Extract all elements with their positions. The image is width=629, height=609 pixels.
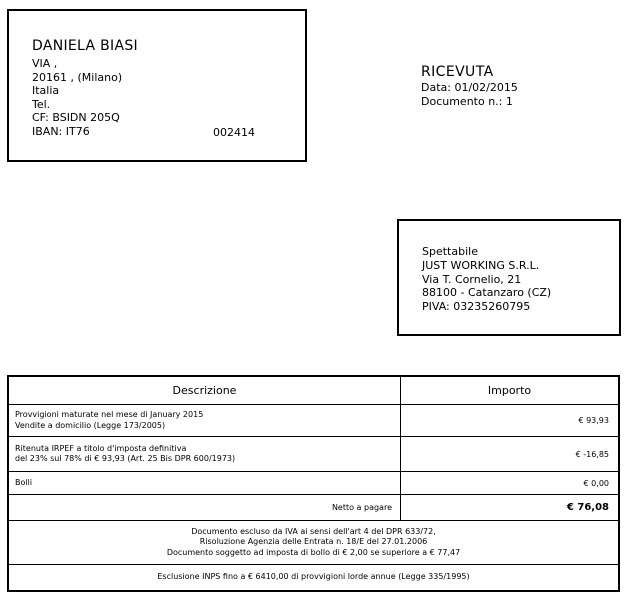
tax-note: Documento escluso da IVA ai sensi dell'art 4 del DPR 633/72, — [191, 527, 436, 537]
row-amount: € -16,85 — [575, 449, 609, 459]
recipient-company: JUST WORKING S.R.L. — [422, 258, 540, 272]
column-header-description: Descrizione — [9, 377, 401, 404]
net-total-row — [9, 495, 618, 521]
row-description-line2: del 23% sul 78% di € 93,93 (Art. 25 Bis DPR 600/1973) — [15, 454, 236, 463]
net-total-label: Netto a pagare — [9, 495, 401, 520]
inps-note: Esclusione INPS fino a € 6410,00 di provvigioni lorde annue (Legge 335/1995) — [157, 572, 470, 582]
sender-city: 20161 , (Milano) — [32, 70, 123, 84]
receipt-number: Documento n.: 1 — [421, 94, 513, 108]
sender-phone: Tel. — [32, 97, 51, 111]
net-total-amount: € 76,08 — [566, 502, 609, 513]
table-row — [9, 437, 618, 472]
sender-box — [7, 9, 307, 162]
row-description-line1: Bolli — [15, 477, 33, 487]
recipient-box — [397, 219, 621, 336]
tax-note: Risoluzione Agenzia delle Entrata n. 18/E del 27.01.2006 — [199, 537, 428, 547]
tax-notes — [9, 521, 618, 565]
inps-note-row — [9, 565, 618, 590]
row-description-line2: Vendite a domicilio (Legge 173/2005) — [15, 420, 166, 430]
receipt-header — [421, 64, 518, 108]
table-row — [9, 472, 618, 495]
column-header-amount: Importo — [487, 384, 532, 397]
row-amount: € 0,00 — [583, 478, 609, 488]
sender-cf: CF: BSIDN 205Q — [32, 111, 120, 125]
sender-country: Italia — [32, 84, 60, 98]
recipient-vat: PIVA: 03235260795 — [422, 300, 531, 314]
table-header-row — [9, 377, 618, 405]
receipt-title: RICEVUTA — [421, 64, 494, 80]
sender-address: VIA , — [32, 57, 58, 70]
sender-iban-tail: 002414 — [213, 126, 255, 139]
table-row — [9, 405, 618, 437]
recipient-street: Via T. Cornelio, 21 — [422, 272, 522, 286]
row-description-line1: Provvigioni maturate nel mese di January 2015 — [15, 410, 204, 419]
row-description-line1: Ritenuta IRPEF a titolo d'imposta definitiva — [15, 443, 187, 453]
receipt-date: Data: 01/02/2015 — [421, 81, 518, 94]
sender-name: DANIELA BIASI — [32, 38, 138, 54]
recipient-salutation: Spettabile — [422, 245, 478, 258]
tax-note: Documento soggetto ad imposta di bollo di € 2,00 se superiore a € 77,47 — [166, 547, 461, 557]
receipt-table — [7, 375, 620, 592]
recipient-city: 88100 - Catanzaro (CZ) — [422, 286, 552, 300]
row-amount: € 93,93 — [578, 416, 609, 425]
sender-iban: IBAN: IT76 — [32, 124, 90, 138]
sender-details — [32, 57, 122, 139]
